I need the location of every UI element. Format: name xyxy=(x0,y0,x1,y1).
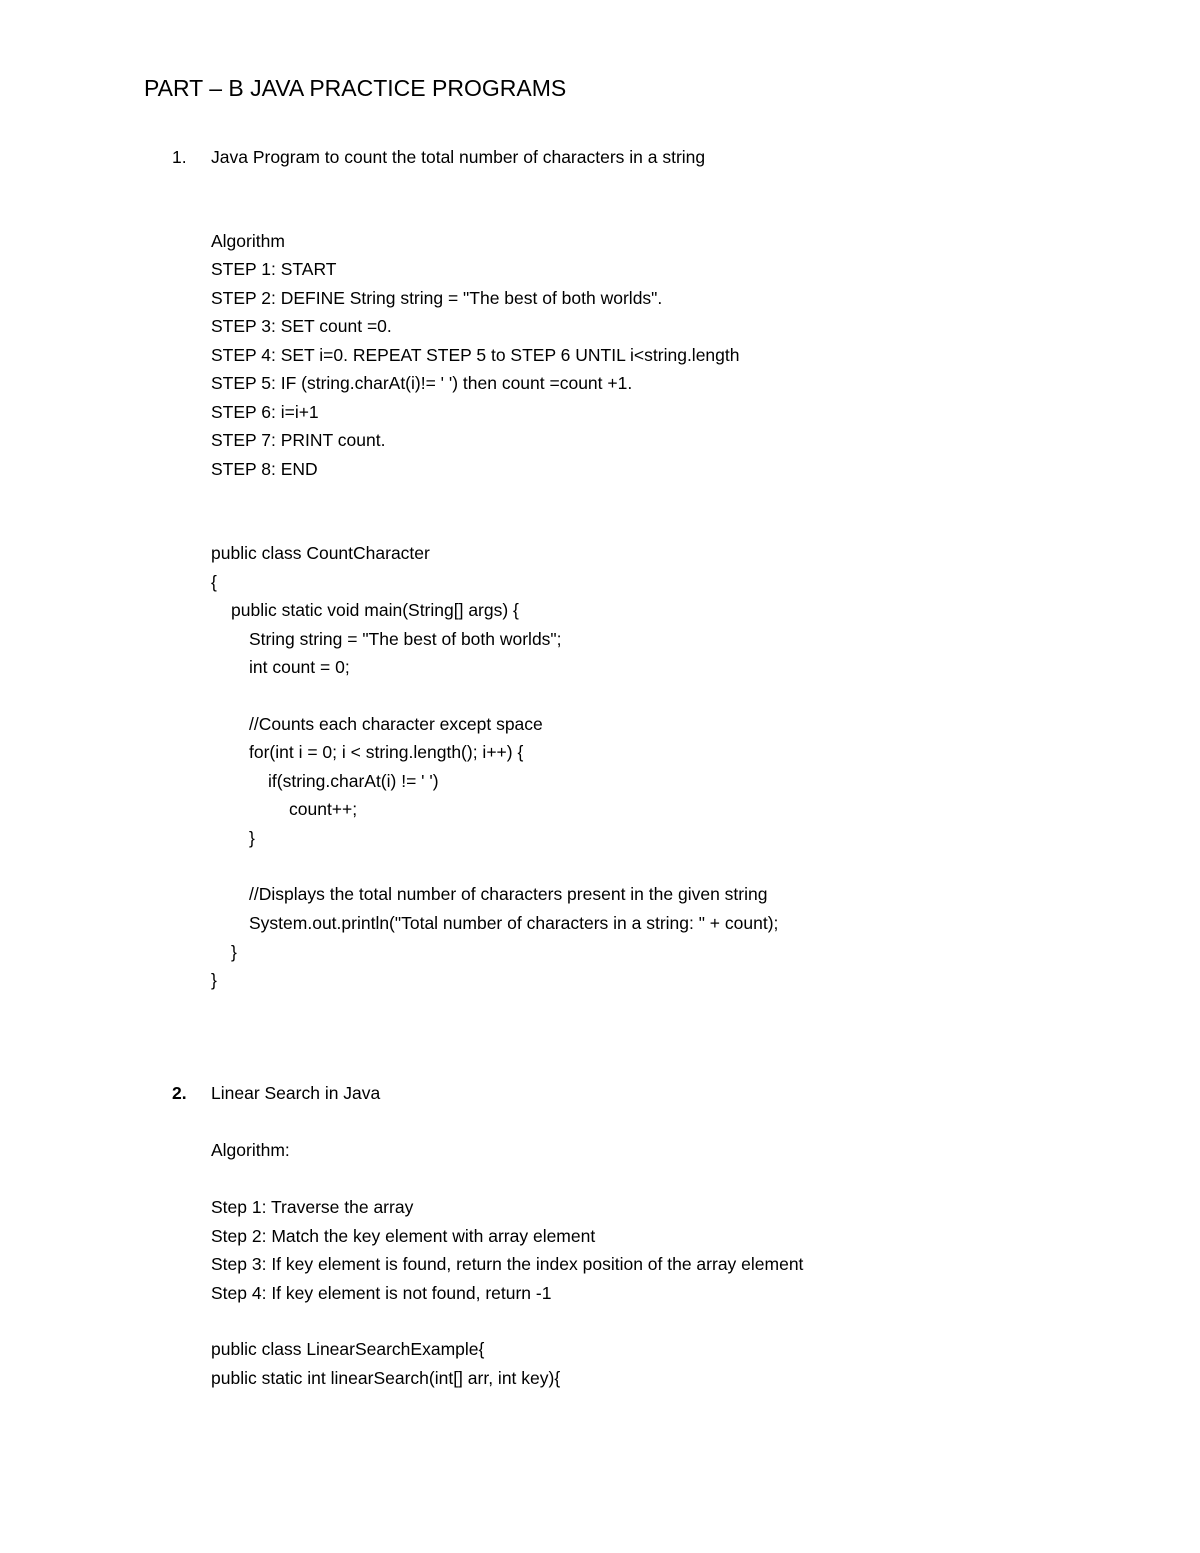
code-line: if(string.charAt(i) != ' ') xyxy=(268,771,439,791)
code-line: for(int i = 0; i < string.length(); i++) { xyxy=(249,742,524,762)
section-1-step: STEP 8: END xyxy=(211,459,318,479)
code-line: count++; xyxy=(289,799,358,819)
section-1-number: 1. xyxy=(172,147,187,167)
code-line: public static void main(String[] args) { xyxy=(231,600,519,620)
section-1-step: STEP 2: DEFINE String string = "The best of both worlds". xyxy=(211,288,663,308)
code-line: System.out.println("Total number of characters in a string: " + count); xyxy=(249,913,779,933)
section-1-step: STEP 7: PRINT count. xyxy=(211,430,386,450)
code-line: } xyxy=(231,942,237,962)
section-1-step: STEP 6: i=i+1 xyxy=(211,402,319,422)
code-line: { xyxy=(211,572,217,592)
code-comment: //Counts each character except space xyxy=(249,714,543,734)
code-line: } xyxy=(249,828,255,848)
section-2-step: Step 3: If key element is found, return the index position of the array element xyxy=(211,1254,804,1274)
section-2-step: Step 1: Traverse the array xyxy=(211,1197,414,1217)
code-line: public class LinearSearchExample{ xyxy=(211,1339,485,1359)
section-2-number: 2. xyxy=(172,1083,187,1103)
code-line: String string = "The best of both worlds"; xyxy=(249,629,562,649)
code-comment: //Displays the total number of characters present in the given string xyxy=(249,884,768,904)
code-line: public static int linearSearch(int[] arr, int key){ xyxy=(211,1368,561,1388)
code-line: public class CountCharacter xyxy=(211,543,430,563)
section-1-step: STEP 1: START xyxy=(211,259,337,279)
code-line: } xyxy=(211,970,217,990)
section-2-step: Step 4: If key element is not found, return -1 xyxy=(211,1283,552,1303)
section-2-algorithm-label: Algorithm: xyxy=(211,1140,290,1160)
section-1-step: STEP 5: IF (string.charAt(i)!= ' ') then count =count +1. xyxy=(211,373,633,393)
page-title: PART – B JAVA PRACTICE PROGRAMS xyxy=(144,75,567,101)
code-line: int count = 0; xyxy=(249,657,350,677)
section-1-step: STEP 4: SET i=0. REPEAT STEP 5 to STEP 6 UNTIL i<string.length xyxy=(211,345,740,365)
section-2-step: Step 2: Match the key element with array element xyxy=(211,1226,596,1246)
section-2-heading: Linear Search in Java xyxy=(211,1083,381,1103)
section-1-step: STEP 3: SET count =0. xyxy=(211,316,392,336)
section-1-algorithm-label: Algorithm xyxy=(211,231,285,251)
section-1-heading: Java Program to count the total number of characters in a string xyxy=(211,147,706,167)
